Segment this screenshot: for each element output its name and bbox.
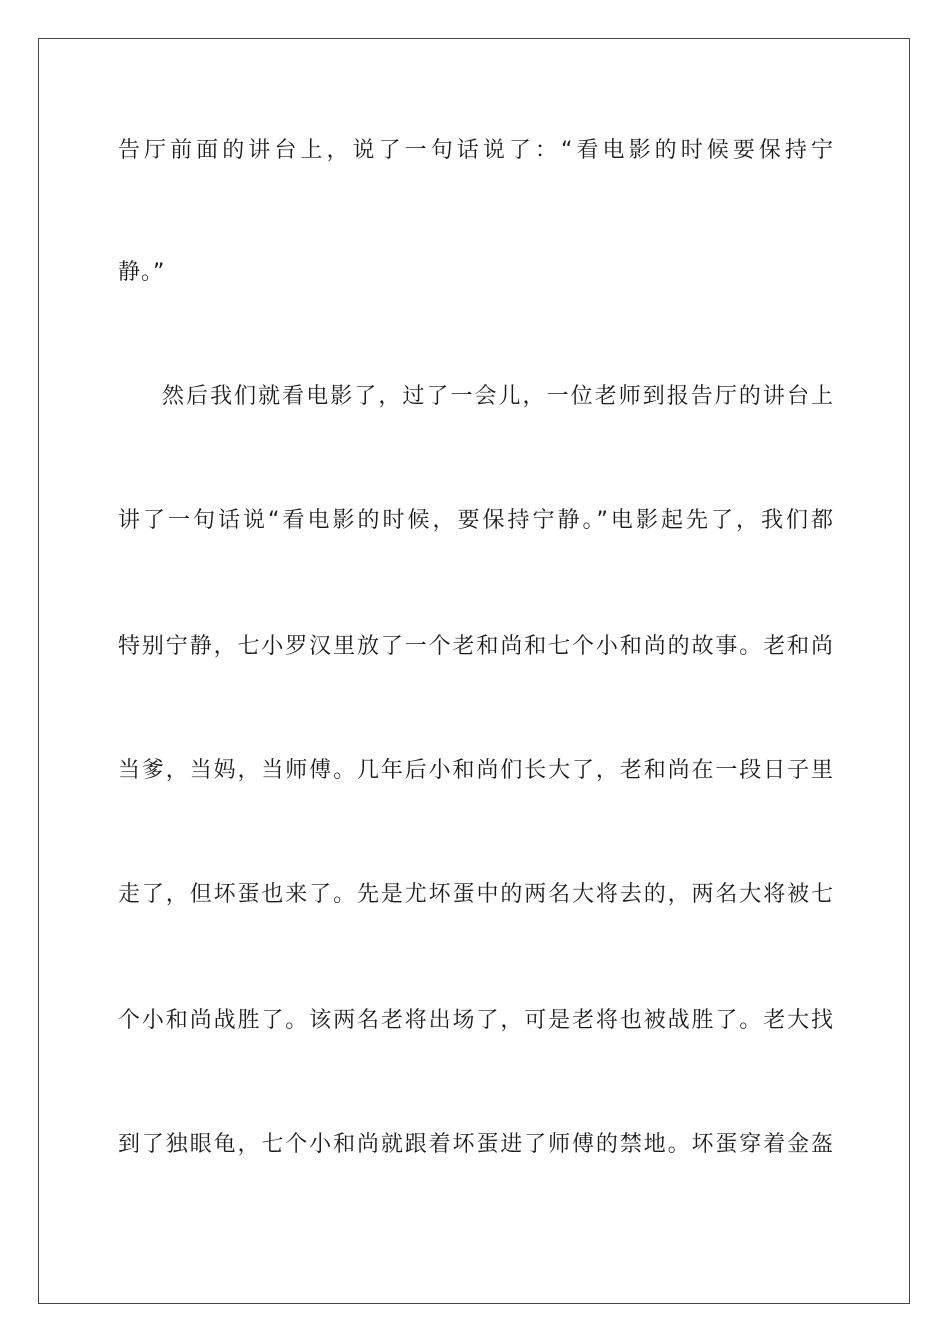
paragraph-first-line: 然后我们就看电影了，过了一会儿，一位老师到报告厅的讲台上 <box>162 384 834 409</box>
text-line: 告厅前面的讲台上，说了一句话说了：“看电影的时候要保持宁 <box>118 138 834 163</box>
page-border <box>38 38 910 1304</box>
text-line: 走了，但坏蛋也来了。先是尤坏蛋中的两名大将去的，两名大将被七 <box>118 882 834 907</box>
text-line: 特别宁静，七小罗汉里放了一个老和尚和七个小和尚的故事。老和尚 <box>118 634 834 659</box>
text-line: 个小和尚战胜了。该两名老将出场了，可是老将也被战胜了。老大找 <box>118 1008 834 1033</box>
text-line: 静。” <box>118 260 166 285</box>
text-line: 讲了一句话说“看电影的时候，要保持宁静。”电影起先了，我们都 <box>118 508 834 533</box>
text-line: 到了独眼龟，七个小和尚就跟着坏蛋进了师傅的禁地。坏蛋穿着金盔 <box>118 1132 834 1157</box>
text-line: 当爹，当妈，当师傅。几年后小和尚们长大了，老和尚在一段日子里 <box>118 758 834 783</box>
